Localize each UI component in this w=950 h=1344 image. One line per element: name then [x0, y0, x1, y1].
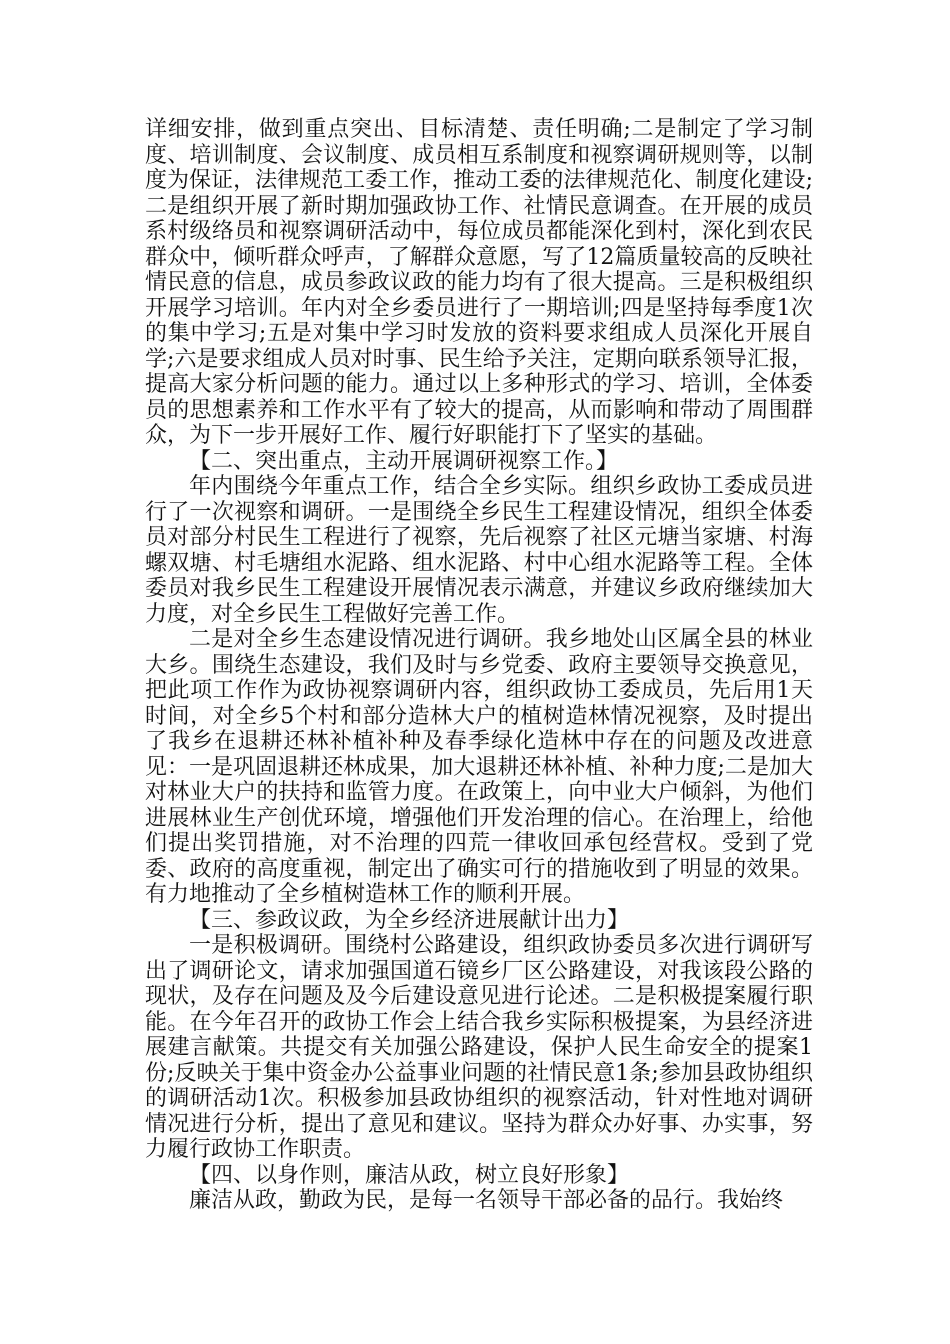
- paragraph-2: 年内围绕今年重点工作，结合全乡实际。组织乡政协工委成员进行了一次视察和调研。一是围绕全乡民生工程建设情况，组织全体委员对部分村民生工程进行了视察，先后视察了社区元塘当家塘、村海螺双塘、村毛塘组水泥路、组水泥路、村中心组水泥路等工程。全体委员对我乡民生工程建设开展情况表示满意，并建议乡政府继续加大力度，对全乡民生工程做好完善工作。: [145, 474, 813, 627]
- paragraph-4: 一是积极调研。围绕村公路建设，组织政协委员多次进行调研写出了调研论文，请求加强国道石镜乡厂区公路建设，对我该段公路的现状，及存在问题及及今后建设意见进行论述。二是积极提案履行职能。在今年召开的政协工作会上结合我乡实际积极提案，为县经济进展建言献策。共提交有关加强公路建设，保护人民生命安全的提案1份;反映关于集中资金办公益事业问题的社情民意1条;参加县政协组织的调研活动1次。积极参加县政协组织的视察活动，针对性地对调研情况进行分析，提出了意见和建议。坚持为群众办好事、办实事，努力履行政协工作职责。: [145, 933, 813, 1162]
- document-page: [145, 117, 813, 1214]
- paragraph-1: 详细安排，做到重点突出、目标清楚、责任明确;二是制定了学习制度、培训制度、会议制度、成员相互系制度和视察调研规则等，以制度为保证，法律规范工委工作，推动工委的法律规范化、制度化建设;二是组织开展了新时期加强政协工作、社情民意调查。在开展的成员系村级络员和视察调研活动中，每位成员都能深化到村，深化到农民群众中，倾听群众呼声，了解群众意愿，写了12篇质量较高的反映社情民意的信息，成员参政议政的能力均有了很大提高。三是积极组织开展学习培训。年内对全乡委员进行了一期培训;四是坚持每季度1次的集中学习;五是对集中学习时发放的资料要求组成人员深化开展自学;六是要求组成人员对时事、民生给予关注，定期向联系领导汇报，提高大家分析问题的能力。通过以上多种形式的学习、培训，全体委员的思想素养和工作水平有了较大的提高，从而影响和带动了周围群众，为下一步开展好工作、履行好职能打下了坚实的基础。: [145, 117, 813, 448]
- section-heading-3: 【三、参政议政，为全乡经济进展献计出力】: [189, 907, 630, 933]
- paragraph-3: 二是对全乡生态建设情况进行调研。我乡地处山区属全县的林业大乡。围绕生态建设，我们及时与乡党委、政府主要领导交换意见，把此项工作作为政协视察调研内容，组织政协工委成员，先后用1天时间，对全乡5个村和部分造林大户的植树造林情况视察，及时提出了我乡在退耕还林补植补种及春季绿化造林中存在的问题及改进意见：一是巩固退耕还林成果，加大退耕还林补植、补种力度;二是加大对林业大户的扶持和监管力度。在政策上，向中业大户倾斜，为他们进展林业生产创优环境，增强他们开发治理的信心。在治理上，给他们提出奖罚措施，对不治理的四荒一律收回承包经营权。受到了党委、政府的高度重视，制定出了确实可行的措施收到了明显的效果。有力地推动了全乡植树造林工作的顺利开展。: [145, 627, 813, 907]
- section-heading-4: 【四、以身作则，廉洁从政，树立良好形象】: [189, 1162, 630, 1188]
- paragraph-5: 廉洁从政，勤政为民，是每一名领导干部必备的品行。我始终: [189, 1188, 784, 1213]
- section-heading-2: 【二、突出重点，主动开展调研视察工作。】: [189, 448, 619, 474]
